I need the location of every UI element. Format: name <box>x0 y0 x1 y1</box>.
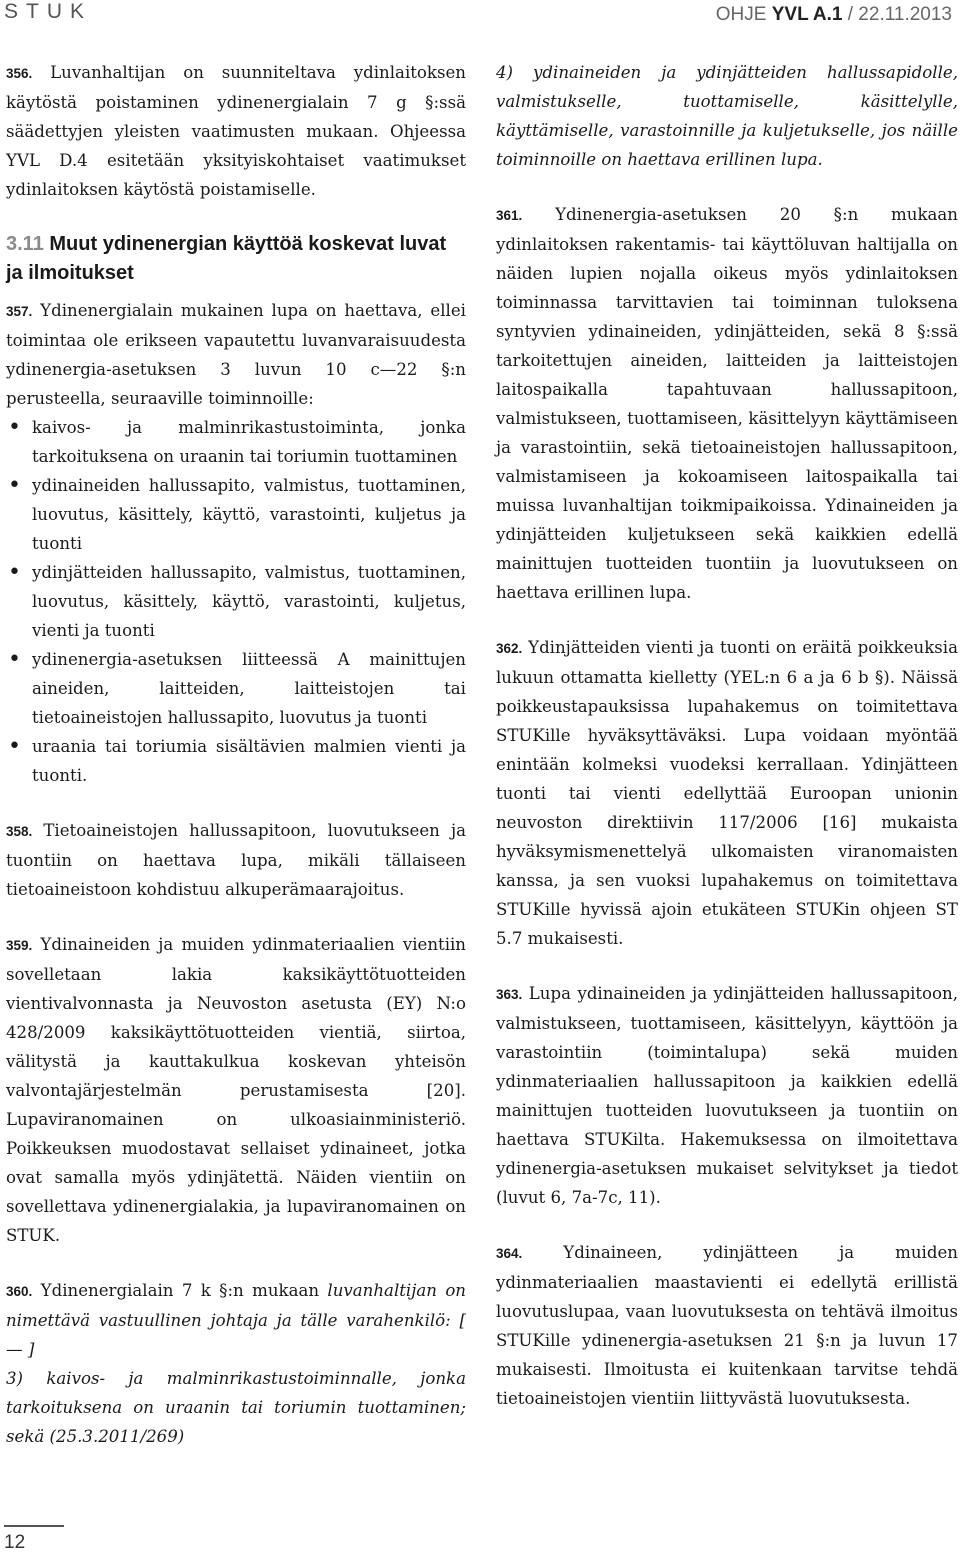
right-column <box>496 58 958 1439</box>
paragraph-361 <box>496 200 958 607</box>
paragraph-364 <box>496 1238 958 1413</box>
paragraph-number: 364. <box>496 1246 523 1261</box>
section-heading <box>6 230 466 288</box>
bullet-item: • uraania tai toriumia sisältävien malmien vienti ja tuonti. <box>6 732 466 790</box>
paragraph-358 <box>6 816 466 904</box>
paragraph-number: 356. <box>6 66 33 81</box>
paragraph-text: Ydinenergia-asetuksen 20 §:n mukaan ydinlaitoksen rakentamis- tai käyttöluvan haltijalla on näiden lupien nojalla oikeus myös ydinlaitoksen toiminnassa tarvittavien tai toiminnan tuloksena syntyvien ydinaineiden, ydinjätteiden, sekä 8 §:ssä tarkoitettujen aineiden, laitteiden ja laitteistojen laitospaikalla tapahtuvaan hallussapitoon, valmistukseen, tuottamiseen, käsittelyyn käyttämiseen ja varastointiin, sekä tietoaineistojen hallussapitoon, valmistamiseen ja kokoamiseen laitospaikalla tai muissa luvanhaltijan toikmipaikoissa. Ydinaineiden ja ydinjätteiden kuljetukseen sekä kaikkien edellä mainittujen tuotteiden tuontiin ja luovutukseen on haettava erillinen lupa. <box>496 205 958 602</box>
bullet-item: • ydinjätteiden hallussapito, valmistus, tuottaminen, luovutus, käsittely, käyttö, varastointi, kuljetus, vienti ja tuonti <box>6 558 466 645</box>
paragraph-number: 362. <box>496 641 523 656</box>
section-title: Muut ydinenergian käyttöä koskevat luvat ja ilmoitukset <box>6 233 447 284</box>
guide-date: / 22.11.2013 <box>842 4 952 25</box>
paragraph-362 <box>496 633 958 953</box>
paragraph-text: Lupa ydinaineiden ja ydinjätteiden hallussapitoon, valmistukseen, tuottamiseen, käsittelyyn, käyttöön ja varastointiin (toimintalupa) sekä muiden ydinmateriaalien hallussapitoon ja kaikkien edellä mainittujen tuotteiden luovutukseen ja tuontiin on haettava STUKilta. Hakemuksessa on ilmoitettava ydinenergia-asetuksen mukaiset selvitykset ja tiedot (luvut 6, 7a-7c, 11). <box>496 984 958 1207</box>
paragraph-357 <box>6 296 466 413</box>
footer-rule <box>4 1525 64 1527</box>
left-column <box>6 58 466 1451</box>
section-number: 3.11 <box>6 233 44 255</box>
quote-item-3: 3) kaivos- ja malminrikastustoiminnalle, jonka tarkoituksena on uraanin tai toriumin tuottaminen; sekä (25.3.2011/269) <box>6 1369 466 1446</box>
bullet-list <box>6 413 466 790</box>
brand-logo-text: STUK <box>4 0 93 23</box>
paragraph-italic-quote: luvanhaltijan on nimettävä vastuullinen johtaja ja tälle varahenkilö: [ — ] <box>6 1281 466 1359</box>
paragraph-number: 361. <box>496 208 523 223</box>
paragraph-text: Luvanhaltijan on suunniteltava ydinlaitoksen käytöstä poistaminen ydinenergialain 7 g §:ssä säädettyjen yleisten vaatimusten mukaan. Ohjeessa YVL D.4 esitetään yksityiskohtaiset vaatimukset ydinlaitoksen käytöstä poistamiselle. <box>6 63 466 199</box>
paragraph-text: Ydinjätteiden vienti ja tuonti on eräitä poikkeuksia lukuun ottamatta kielletty (YEL:n 6 a ja 6 b §). Näissä poikkeustapauksissa lupahakemus on toimitettava STUKille hyväksyttäväksi. Lupa voidaan myöntää enintään kolmeksi vuodeksi kerrallaan. Ydinjätteen tuonti tai vienti edellyttää Euroopan unionin neuvoston direktiivin 117/2006 [16] mukaista hyväksymismenettelyä ulkomaisten viranomaisten kanssa, ja sen vuoksi lupahakemus on toimitettava STUKille hyvissä ajoin etukäteen STUKin ohjeen ST 5.7 mukaisesti. <box>496 638 958 948</box>
guide-identifier <box>716 4 952 26</box>
guide-code: YVL A.1 <box>771 4 843 25</box>
paragraph-number: 363. <box>496 987 523 1002</box>
paragraph-359 <box>6 930 466 1250</box>
page-number: 12 <box>4 1532 26 1553</box>
paragraph-360 <box>6 1276 466 1364</box>
paragraph-text: Ydinenergialain mukainen lupa on haettava, ellei toimintaa ole erikseen vapautettu luvanvaraisuudesta ydinenergia-asetuksen 3 luvun 10 c—22 §:n perusteella, seuraaville toiminnoille: <box>6 301 466 408</box>
guide-prefix: OHJE <box>715 4 772 25</box>
paragraph-number: 359. <box>6 938 33 953</box>
bullet-item: • kaivos- ja malminrikastustoiminta, jonka tarkoituksena on uraanin tai toriumin tuottaminen <box>6 413 466 471</box>
paragraph-number: 358. <box>6 824 33 839</box>
paragraph-363 <box>496 979 958 1212</box>
paragraph-number: 357. <box>6 304 33 319</box>
bullet-item: • ydinenergia-asetuksen liitteessä A mainittujen aineiden, laitteiden, laitteistojen tai tietoaineistojen hallussapito, luovutus ja tuonti <box>6 645 466 732</box>
paragraph-text: Tietoaineistojen hallussapitoon, luovutukseen ja tuontiin on haettava lupa, mikäli tällaiseen tietoaineistoon kohdistuu alkuperämaarajoitus. <box>6 821 466 899</box>
paragraph-356 <box>6 58 466 204</box>
paragraph-number: 360. <box>6 1284 33 1299</box>
paragraph-text: Ydinaineen, ydinjätteen ja muiden ydinmateriaalien maastavienti ei edellytä erillistä luovutuslupaa, vaan luovutuksesta on tehtävä ilmoitus STUKille ydinenergia-asetuksen 21 §:n ja luvun 17 mukaisesti. Ilmoitusta ei kuitenkaan tarvitse tehdä tietoaineistojen vientiin liittyvästä luovutuksesta. <box>496 1243 958 1408</box>
bullet-item: • ydinaineiden hallussapito, valmistus, tuottaminen, luovutus, käsittely, käyttö, varastointi, kuljetus ja tuonti <box>6 471 466 558</box>
quote-item-4: 4) ydinaineiden ja ydinjätteiden hallussapidolle, valmistukselle, tuottamiselle, käsittelylle, käyttämiselle, varastoinnille ja kuljetukselle, jos näille toiminnoille on haettava erillinen lupa. <box>496 63 958 169</box>
paragraph-text: Ydinenergialain 7 k §:n mukaan <box>32 1281 328 1300</box>
paragraph-text: Ydinaineiden ja muiden ydinmateriaalien vientiin sovelletaan lakia kaksikäyttötuotteiden vientivalvonnasta ja Neuvoston asetusta (EY) N:o 428/2009 kaksikäyttötuotteiden vientiä, siirtoa, välitystä ja kauttakulkua koskevan yhteisön valvontajärjestelmän perustamisesta [20]. Lupaviranomainen on ulkoasiainministeriö. Poikkeuksen muodostavat sellaiset ydinaineet, jotka ovat samalla myös ydinjätettä. Näiden vientiin on sovellettava ydinenergialakia, ja lupaviranomainen on STUK. <box>6 935 466 1245</box>
